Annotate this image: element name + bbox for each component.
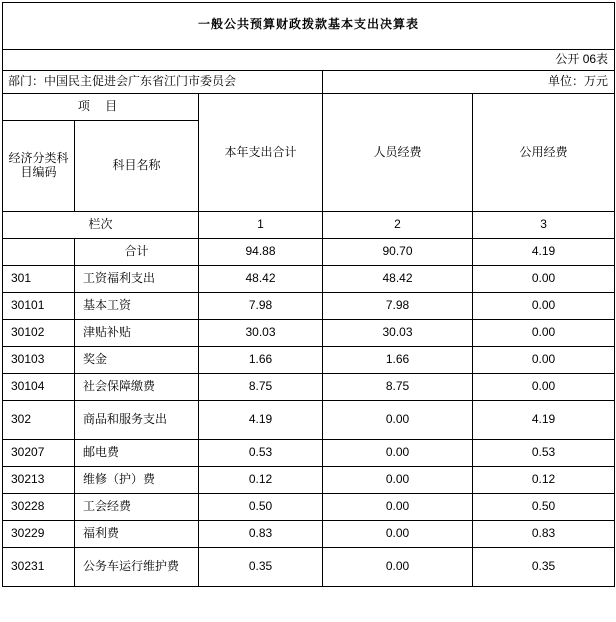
- row-name: 福利费: [75, 521, 199, 548]
- row-code: 30231: [3, 548, 75, 587]
- row-public: 4.19: [473, 401, 615, 440]
- row-total: 1.66: [199, 347, 323, 374]
- row-name: 基本工资: [75, 293, 199, 320]
- row-personnel: 0.00: [323, 401, 473, 440]
- table-row: [3, 347, 615, 374]
- row-name: 工资福利支出: [75, 266, 199, 293]
- row-personnel: 30.03: [323, 320, 473, 347]
- row-public: 0.00: [473, 320, 615, 347]
- row-name: 工会经费: [75, 494, 199, 521]
- table-row: [3, 266, 615, 293]
- row-code: 301: [3, 266, 75, 293]
- row-public: 4.19: [473, 239, 615, 266]
- row-name: 商品和服务支出: [75, 401, 199, 440]
- row-public: 0.53: [473, 440, 615, 467]
- row-public: 0.83: [473, 521, 615, 548]
- row-public: 0.12: [473, 467, 615, 494]
- table-row: [3, 467, 615, 494]
- row-personnel: 0.00: [323, 548, 473, 587]
- row-personnel: 0.00: [323, 521, 473, 548]
- row-name: 维修（护）费: [75, 467, 199, 494]
- budget-table: [2, 2, 615, 587]
- header-personnel: 人员经费: [323, 94, 473, 212]
- row-public: 0.00: [473, 266, 615, 293]
- sheet-number: 公开 06表: [3, 50, 615, 71]
- header-name: 科目名称: [75, 121, 199, 212]
- row-public: 0.50: [473, 494, 615, 521]
- row-name: 津贴补贴: [75, 320, 199, 347]
- row-total: 0.53: [199, 440, 323, 467]
- row-public: 0.00: [473, 293, 615, 320]
- index-col-2: 2: [323, 212, 473, 239]
- row-name: 奖金: [75, 347, 199, 374]
- row-personnel: 8.75: [323, 374, 473, 401]
- row-total: 48.42: [199, 266, 323, 293]
- row-public: 0.35: [473, 548, 615, 587]
- row-public: 0.00: [473, 374, 615, 401]
- row-code: 30102: [3, 320, 75, 347]
- header-item-group: 项 目: [3, 94, 199, 121]
- unit-label: 单位：万元: [323, 71, 615, 94]
- row-total: 7.98: [199, 293, 323, 320]
- table-row: [3, 239, 615, 266]
- row-public: 0.00: [473, 347, 615, 374]
- row-personnel: 0.00: [323, 494, 473, 521]
- row-total: 4.19: [199, 401, 323, 440]
- table-row: [3, 494, 615, 521]
- row-code: 30207: [3, 440, 75, 467]
- document-page: [0, 2, 616, 622]
- table-row: [3, 374, 615, 401]
- row-total: 94.88: [199, 239, 323, 266]
- index-col-1: 1: [199, 212, 323, 239]
- header-public: 公用经费: [473, 94, 615, 212]
- table-row: [3, 401, 615, 440]
- sheet-number-row: [3, 50, 615, 71]
- row-name: 合计: [75, 239, 199, 266]
- row-name: 邮电费: [75, 440, 199, 467]
- row-total: 0.50: [199, 494, 323, 521]
- row-code: 302: [3, 401, 75, 440]
- row-code: 30103: [3, 347, 75, 374]
- department-label: 部门：中国民主促进会广东省江门市委员会: [3, 71, 323, 94]
- row-personnel: 90.70: [323, 239, 473, 266]
- title-row: [3, 3, 615, 50]
- row-personnel: 0.00: [323, 440, 473, 467]
- header-total: 本年支出合计: [199, 94, 323, 212]
- row-code: 30229: [3, 521, 75, 548]
- row-personnel: 48.42: [323, 266, 473, 293]
- header-item-row: [3, 94, 615, 121]
- row-code: 30101: [3, 293, 75, 320]
- row-personnel: 0.00: [323, 467, 473, 494]
- row-personnel: 1.66: [323, 347, 473, 374]
- header-code: 经济分类科目编码: [3, 121, 75, 212]
- index-col-3: 3: [473, 212, 615, 239]
- row-total: 8.75: [199, 374, 323, 401]
- table-row: [3, 548, 615, 587]
- row-name: 公务车运行维护费: [75, 548, 199, 587]
- row-code: 30228: [3, 494, 75, 521]
- page-title: 一般公共预算财政拨款基本支出决算表: [3, 3, 615, 50]
- table-row: [3, 440, 615, 467]
- row-total: 30.03: [199, 320, 323, 347]
- row-total: 0.12: [199, 467, 323, 494]
- table-row: [3, 320, 615, 347]
- row-index-label: 栏次: [3, 212, 199, 239]
- row-code: 30104: [3, 374, 75, 401]
- row-total: 0.35: [199, 548, 323, 587]
- row-total: 0.83: [199, 521, 323, 548]
- row-code: [3, 239, 75, 266]
- row-name: 社会保障缴费: [75, 374, 199, 401]
- table-row: [3, 521, 615, 548]
- row-code: 30213: [3, 467, 75, 494]
- department-row: [3, 71, 615, 94]
- row-index: [3, 212, 615, 239]
- table-row: [3, 293, 615, 320]
- row-personnel: 7.98: [323, 293, 473, 320]
